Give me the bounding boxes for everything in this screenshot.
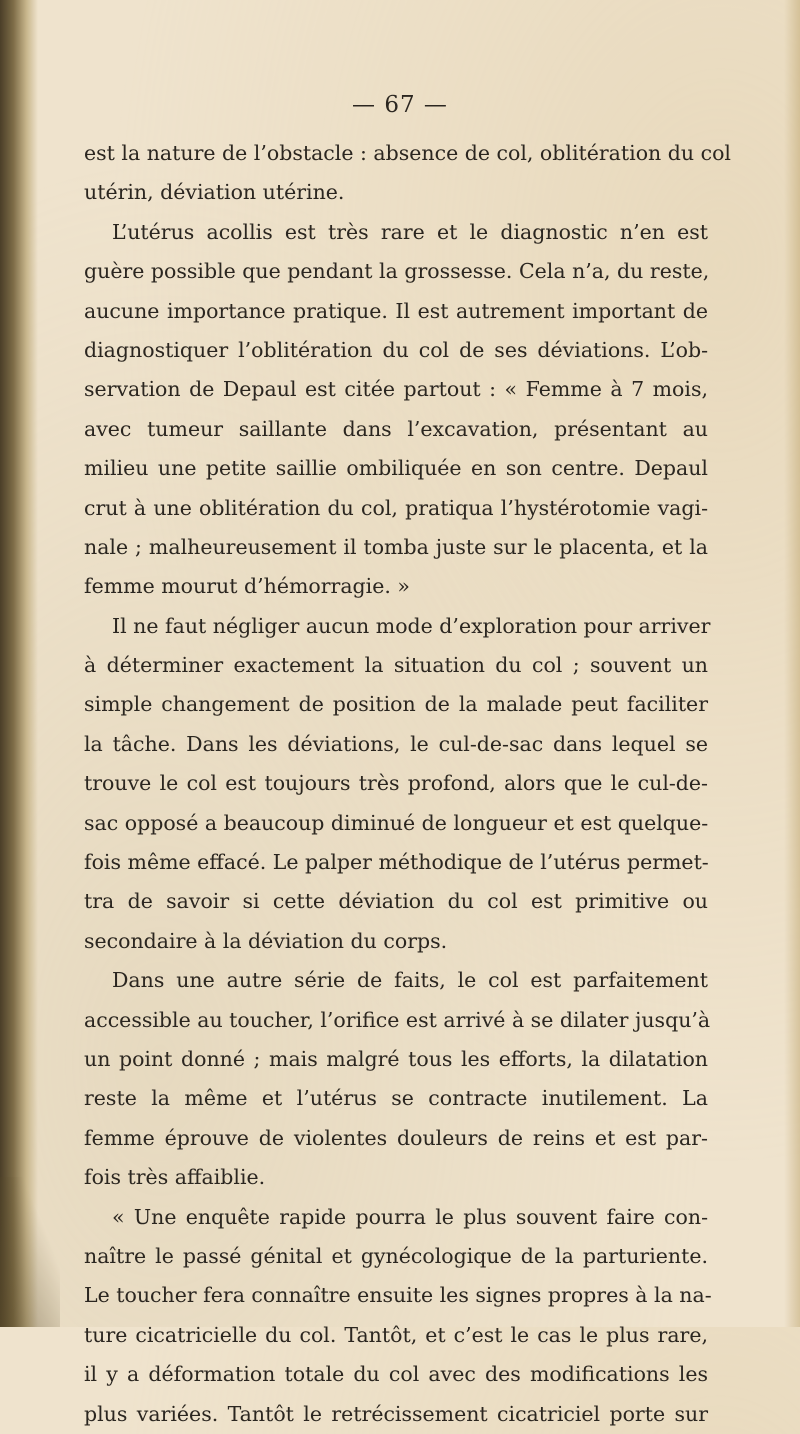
text-line: aucune importance pratique. Il est autrement important de bbox=[84, 298, 708, 323]
text-line: accessible au toucher, l’orifice est arrivé à se dilater jusqu’à bbox=[84, 1007, 711, 1032]
text-line: L’utérus acollis est très rare et le diagnostic n’en est bbox=[112, 219, 708, 244]
text-line: « Une enquête rapide pourra le plus souvent faire con- bbox=[112, 1204, 708, 1229]
text-line: fois très affaiblie. bbox=[84, 1165, 266, 1190]
text-line: guère possible que pendant la grossesse. Cela n’a, du reste, bbox=[84, 259, 710, 284]
text-line: utérin, déviation utérine. bbox=[84, 180, 345, 205]
text-line: il y a déformation totale du col avec des modifications les bbox=[84, 1362, 708, 1387]
text-line: crut à une oblitération du col, pratiqua l’hystérotomie vagi- bbox=[84, 495, 708, 520]
text-line: Le toucher fera connaître ensuite les signes propres à la na- bbox=[84, 1283, 712, 1308]
page-number: — 67 — bbox=[352, 92, 448, 118]
text-line: est la nature de l’obstacle : absence de col, oblitération du col bbox=[84, 141, 731, 165]
text-line: sac opposé a beaucoup diminué de longueur et est quelque- bbox=[84, 810, 709, 835]
text-line: servation de Depaul est citée partout : « Femme à 7 mois, bbox=[84, 377, 708, 402]
text-line: femme mourut d’hémorragie. » bbox=[84, 574, 410, 599]
text-line: avec tumeur saillante dans l’excavation, présentant au bbox=[84, 416, 708, 441]
text-line: ture cicatricielle du col. Tantôt, et c’est le cas le plus rare, bbox=[84, 1322, 708, 1347]
text-line: tra de savoir si cette déviation du col est primitive ou bbox=[84, 889, 708, 914]
text-line: simple changement de position de la malade peut faciliter bbox=[84, 692, 708, 717]
text-line: femme éprouve de violentes douleurs de reins et est par- bbox=[84, 1125, 708, 1150]
text-line: diagnostiquer l’oblitération du col de ses déviations. L’ob- bbox=[84, 337, 708, 362]
page-edge-shadow bbox=[784, 0, 800, 1327]
text-line: nale ; malheureusement il tomba juste sur le placenta, et la bbox=[84, 534, 708, 559]
text-line: à déterminer exactement la situation du col ; souvent un bbox=[84, 653, 708, 678]
text-line: plus variées. Tantôt le retrécissement cicatriciel porte sur bbox=[84, 1401, 708, 1426]
text-line: Il ne faut négliger aucun mode d’exploration pour arriver bbox=[112, 613, 711, 638]
text-line: naître le passé génital et gynécologique de la parturiente. bbox=[84, 1243, 708, 1268]
page-binding-shadow bbox=[0, 0, 38, 1327]
text-line: un point donné ; mais malgré tous les efforts, la dilatation bbox=[84, 1046, 708, 1071]
text-line: fois même effacé. Le palper méthodique de l’utérus permet- bbox=[84, 850, 709, 875]
body-text bbox=[84, 134, 731, 1434]
text-line: trouve le col est toujours très profond, alors que le cul-de- bbox=[84, 771, 708, 796]
text-line: secondaire à la déviation du corps. bbox=[84, 928, 448, 953]
text-line: reste la même et l’utérus se contracte inutilement. La bbox=[84, 1086, 708, 1111]
text-line: milieu une petite saillie ombiliquée en son centre. Depaul bbox=[84, 456, 708, 481]
text-line: la tâche. Dans les déviations, le cul-de-sac dans lequel se bbox=[84, 731, 708, 756]
text-line: Dans une autre série de faits, le col est parfaitement bbox=[112, 968, 708, 993]
page-stain bbox=[0, 1177, 60, 1327]
